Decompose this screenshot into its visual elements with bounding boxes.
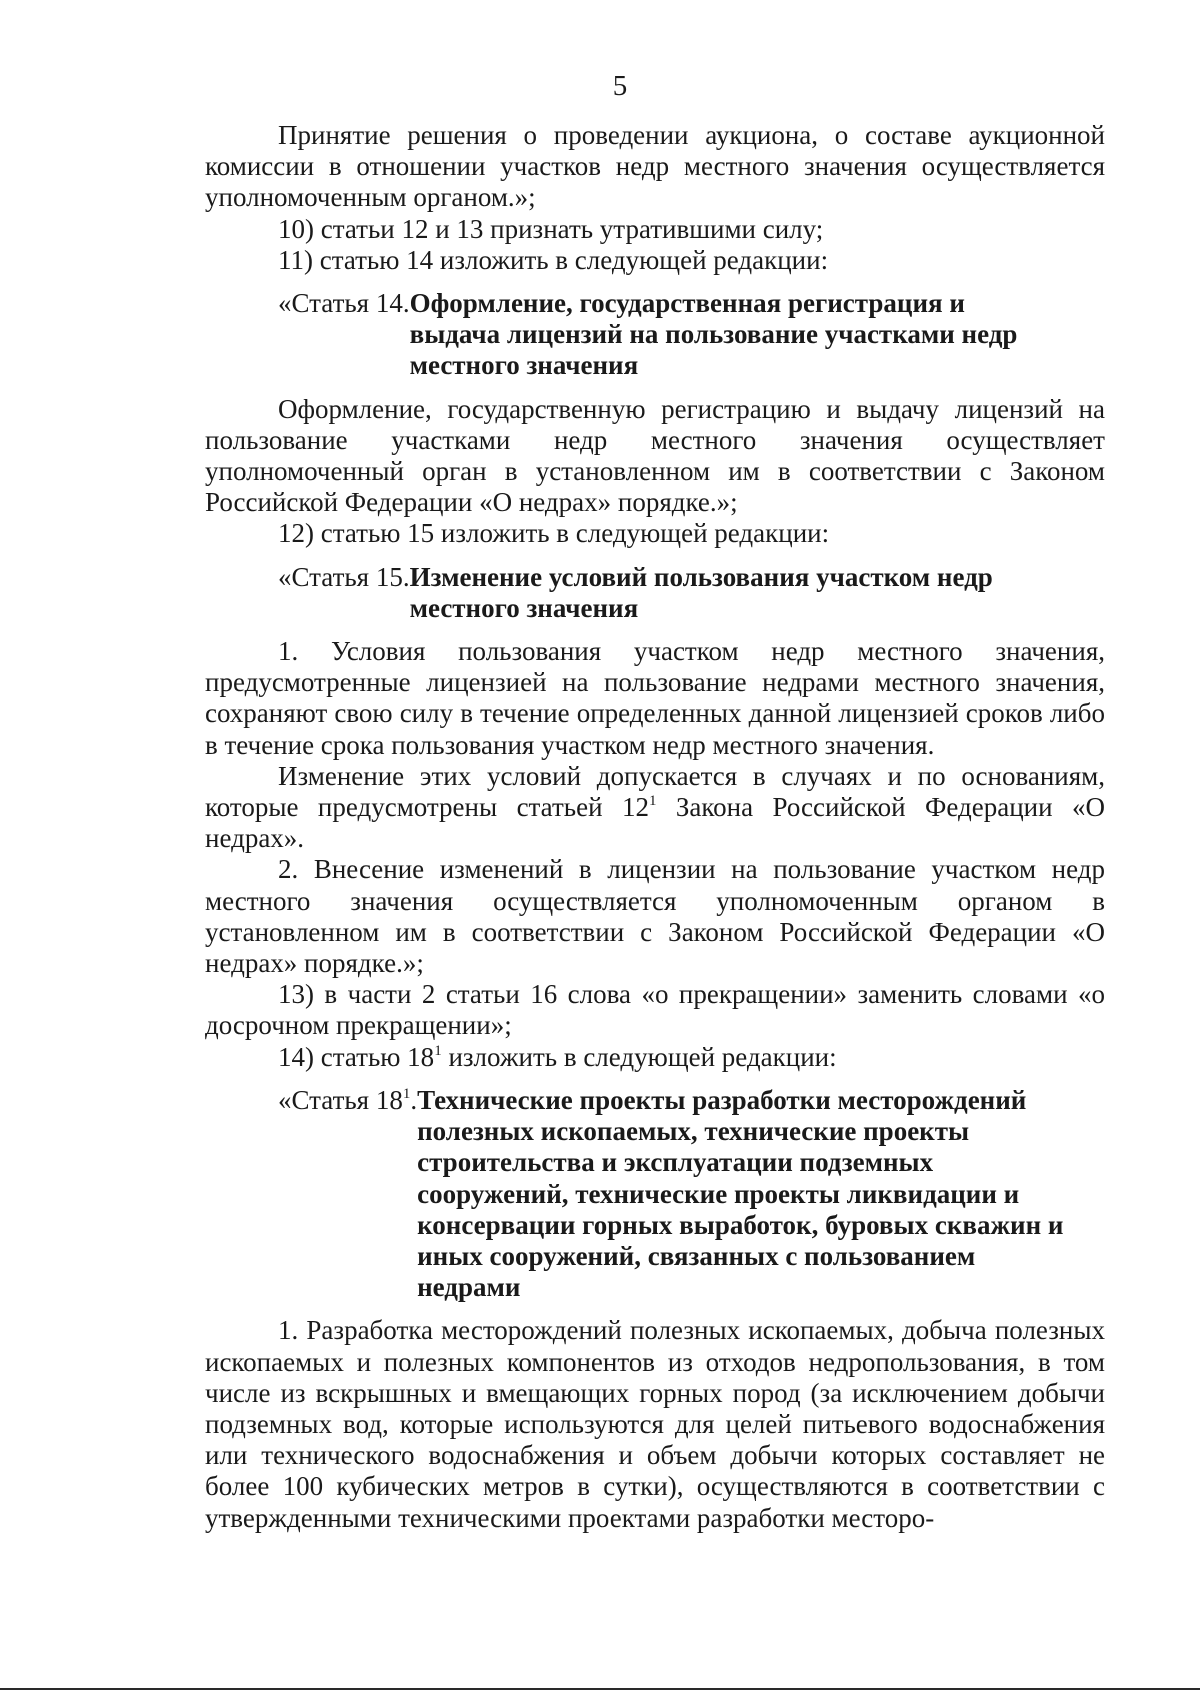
document-body xyxy=(205,120,1105,1534)
article-18-1-label-superscript: 1 xyxy=(402,1085,411,1102)
article-14-title: Оформление, государственная регистрация и выдача лицензий на пользование участками недр местного значения xyxy=(409,288,1018,381)
article-18-1-title: Технические проекты разработки месторождений полезных ископаемых, технические проекты строительства и эксплуатации подземных сооружений, технические проекты ликвидации и консервации горных выработок, буровых скважин и иных сооружений, связанных с пользованием недрами xyxy=(417,1084,1064,1303)
paragraph-usage-conditions: 1. Условия пользования участком недр местного значения, предусмотренные лицензией на пользование недрами местного значения, сохраняют свою силу в течение определенных данной лицензией сроков либо в течение срока пользования участком недр местного значения. xyxy=(205,636,1105,760)
article-18-1-label-text: «Статья 18 xyxy=(278,1084,403,1115)
article-14-heading xyxy=(278,288,1105,382)
superscript-article-18-1: 1 xyxy=(434,1042,442,1059)
article-18-1-label-end: . xyxy=(410,1084,418,1115)
paragraph-conditions-change xyxy=(205,761,1105,855)
scan-edge-line xyxy=(0,1688,1200,1690)
article-15-title: Изменение условий пользования участком недр местного значения xyxy=(409,561,993,623)
article-14-label: «Статья 14. xyxy=(278,288,410,319)
conditions-change-text-end: Закона Российской Федерации «О недрах». xyxy=(205,792,1105,854)
item-14-text-start: 14) статью 18 xyxy=(278,1041,435,1072)
article-18-1-label xyxy=(278,1085,417,1303)
item-14-text-end: изложить в следующей редакции: xyxy=(441,1041,837,1072)
paragraph-license-amendments: 2. Внесение изменений в лицензии на пользование участком недр местного значения осуществляется уполномоченным органом в установленном им в соответствии с Законом Российской Федерации «О недрах» порядке.»; xyxy=(205,854,1105,979)
paragraph-item-10: 10) статьи 12 и 13 признать утратившими силу; xyxy=(278,213,824,244)
paragraph-deposit-development: 1. Разработка месторождений полезных ископаемых, добыча полезных ископаемых и полезных компонентов из отходов недропользования, в том числе из вскрышных и вмещающих горных пород (за исключением добычи подземных вод, которые используются для целей питьевого водоснабжения или технического водоснабжения и объем добычи которых составляет не более 100 кубических метров в сутки), осуществляются в соответствии с утвержденными техническими проектами разработки месторо- xyxy=(205,1315,1105,1533)
article-15-label: «Статья 15. xyxy=(278,561,410,592)
paragraph-item-14 xyxy=(205,1042,1105,1073)
paragraph-auction-decision: Принятие решения о проведении аукциона, о составе аукционной комиссии в отношении участков недр местного значения осуществляется уполномоченным органом.»; xyxy=(205,120,1105,213)
paragraph-item-11: 11) статью 14 изложить в следующей редакции: xyxy=(278,244,829,275)
paragraph-license-registration: Оформление, государственную регистрацию и выдачу лицензий на пользование участками недр местного значения осуществляет уполномоченный орган в установленном им в соответствии с Законом Российской Федерации «О недрах» порядке.»; xyxy=(205,393,1105,518)
paragraph-item-13: 13) в части 2 статьи 16 слова «о прекращении» заменить словами «о досрочном прекращении»; xyxy=(205,979,1105,1041)
page-number: 5 xyxy=(612,70,628,102)
superscript-article-12-1: 1 xyxy=(648,793,657,810)
paragraph-item-12: 12) статью 15 изложить в следующей редакции: xyxy=(278,518,830,549)
article-18-1-heading xyxy=(278,1085,1105,1303)
conditions-change-text-start: Изменение этих условий допускается в случаях и по основаниям, которые предусмотрены статьей 12 xyxy=(205,760,1105,823)
article-15-heading xyxy=(278,562,1105,624)
